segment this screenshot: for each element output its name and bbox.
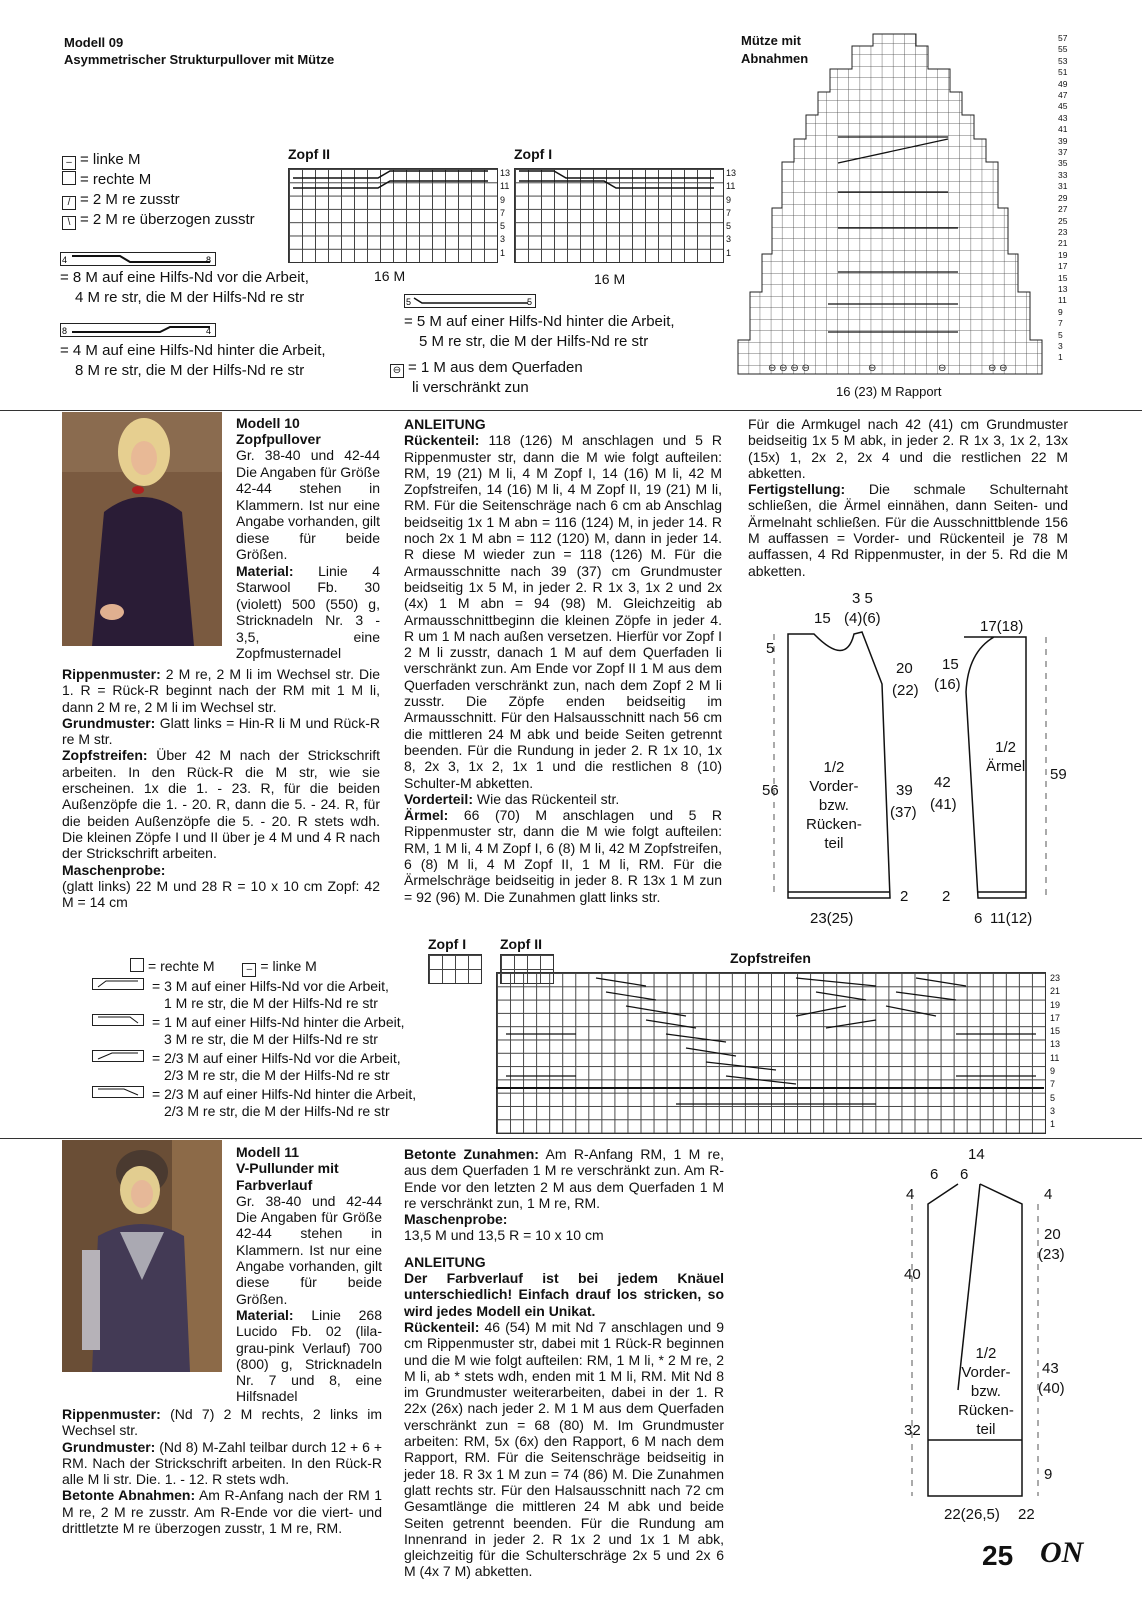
svg-text:⊖ ⊖ ⊖ ⊖: ⊖ ⊖ ⊖ ⊖ (768, 363, 810, 374)
m10-sleeve-len: 42 (934, 774, 951, 791)
m11-r43b: (40) (1038, 1380, 1065, 1397)
model11-title1: V-Pullunder mit (236, 1160, 339, 1177)
legend-row-right: = rechte M (62, 170, 255, 190)
m11-body-label: 1/2 Vorder- bzw. Rücken- teil (958, 1345, 1014, 1438)
cable23-back-symbol-icon (92, 1086, 144, 1098)
model11-label: Modell 11 (236, 1144, 300, 1160)
section-divider-1 (0, 410, 1142, 411)
svg-text:⊖ ⊖: ⊖ ⊖ (988, 363, 1008, 374)
zopf1-title: Zopf I (514, 146, 553, 162)
model10-sizes: Gr. 38-40 und 42-44 Die Angaben für Größe 42-44 stehen in Klammern. Ist nur eine Angabe vorhanden, gilt diese für beide Größen. (236, 447, 380, 563)
m10-shoulder: 5 (766, 640, 775, 657)
zopf2-title: Zopf II (288, 146, 330, 162)
model10-instructions: ANLEITUNG Rückenteil: 118 (126) M anschlagen und 5 R Rippenmuster str, dann die M wie folgt aufteilen: RM, 19 (21) M li, 4 M Zopf I, 14 (16) M li, 42 M Zopfstreifen, 14 (16) M li, 4 M Zopf II, 19 (21) M li, RM. Für die Seitenschräge nach 6 cm ab Anschlag beidseitig 1x 1 M abn = 116 (124) M, in jeder 14. R noch 2x 1 M abn = 112 (120) M, dann in jeder 14. R diese M wieder zun = 118 (126) M. Für die Armausschnitte nach 39 (37) cm Grundmuster beidseitig 1x 5 M, in jeder 2. R 1x 3, 1x 2 und 2x (4x) 1 M abn = 94 (98) M. Gleichzeitig ab Armausschnittbeginn die kleinen Zöpfe in jeder 4. R um 1 M nach außen versetzen. Hierfür vor Zopf I 2 M li zusstr, danach 1 M auf dem Querfaden li verschränkt zun. Am Ende vor Zopf II 1 M aus dem Querfaden verschränkt zun, nach dem Zopf 2 M li zusstr. Die Zöpfe enden beidseitig im Armausschnitt. Für den Halsausschnitt nach 56 cm die mittleren 24 M abk und beide Seiten getrennt beenden. Für die Rundung in jeder 2. R 1x 10, 1x 8, 2x 3, 1x 2, 1x 1 und die restlichen 8 (10) Schulter-M abketten. Vorderteil: Wie das Rückenteil str. Ärmel: 66 (70) M anschlagen und 5 R Rippenmuster str, dann die M wie folgt aufteilen: RM, 1 M li, 4 M Zopf I, 6 (8) M li, 42 M Zopfstreifen, 6 (8) M li, 4 M Zopf II, 1 M li, RM. Für die Ärmelschräge beidseitig in jeder 8. R 13x 1 M zun = 92 (96) M. Die Zunahmen glatt links str. (404, 416, 723, 905)
m10-sleeve-len2: (41) (930, 796, 957, 813)
model10-intro: Modell 10 Zopfpullover Gr. 38-40 und 42-44 Die Angaben für Größe 42-44 stehen in Klammern. Ist nur eine Angabe vorhanden, gilt diese für beide Größen. Material: Linie 4 Starwool Fb. 30 (violett) 500 (550) g, Stricknadeln Nr. 3 - 3,5, eine Zopfmusternadel (236, 415, 380, 662)
model11-sizes: Gr. 38-40 und 42-44 Die Angaben für Größe 42-44 stehen in Klammern. Ist nur eine Angabe vorhanden, gilt diese für beide Größen. (236, 1192, 382, 1307)
m11-r43: 43 (1042, 1360, 1059, 1377)
m10-side2: (37) (890, 804, 917, 821)
m10-side: 39 (896, 782, 913, 799)
m10-neck: 3 5 (852, 590, 873, 607)
m10-arm-h: 20 (896, 660, 913, 677)
model10-photo (62, 412, 222, 646)
small-zopf1-chart (428, 954, 482, 984)
m10-sleeve-cap2: (16) (934, 676, 961, 693)
hat-rapport: 16 (23) M Rapport (836, 384, 942, 399)
zopfstreifen-row-numbers: 23 21 19 17 15 13 11 9 7 5 3 1 (1050, 973, 1061, 1130)
svg-text:8: 8 (62, 326, 68, 336)
m10-sleeve-width-a: 6 (974, 910, 983, 927)
m10-top-left: 15 (814, 610, 831, 627)
model10-schematic (754, 592, 1084, 932)
symbol-legend (62, 150, 255, 230)
cable1-back-symbol-icon (92, 1014, 144, 1026)
m10-rib: 2 (900, 888, 909, 905)
legend2-right: = rechte M – = linke M (130, 956, 317, 977)
model11-intro: Modell 11 V-Pullunder mit Farbverlauf Gr. 38-40 und 42-44 Die Angaben für Größe 42-44 stehen in Klammern. Ist nur eine Angabe vorhanden, gilt diese für beide Größen. Material: Linie 268 Lucido Fb. 02 (lila-grau-pink Verlauf) 700 (800) g, Stricknadeln Nr. 7 und 8, eine Hilfsnadel (236, 1144, 383, 1405)
zopf1-row-numbers: 13 11 9 7 5 3 1 (726, 168, 737, 258)
model11-patterns: Rippenmuster: (Nd 7) 2 M rechts, 2 links im Wechsel str. Grundmuster: (Nd 8) M-Zahl teilbar durch 12 + 6 + RM. Nach der Strickschrift arbeiten. In den Rück-R alle M li str. Die. 1. - 12. R stets wdh. Betonte Abnahmen: Am R-Anfang nach der RM 1 M re, 2 M re zusstr. Am R-Ende vor die viert- und drittletzte M re überzogen zusstr, 1 M re, RM. (62, 1406, 383, 1537)
svg-text:5: 5 (527, 297, 533, 307)
m11-w2: 22 (1018, 1506, 1035, 1523)
svg-text:5: 5 (406, 297, 412, 307)
cable5-symbol-icon (404, 294, 536, 308)
zopf2-cable-lines (288, 168, 496, 198)
cable8-legend-text: = 8 M auf eine Hilfs-Nd vor die Arbeit, 4 M re str, die M der Hilfs-Nd re str (60, 269, 309, 306)
m11-width: 22(26,5) (944, 1506, 1000, 1523)
model10-label: Modell 10 (236, 415, 300, 431)
model10-material: Linie 4 Starwool Fb. 30 (violett) 500 (550) g, Stricknadeln Nr. 3 - 3,5, eine Zopfmusternadel (236, 562, 380, 662)
zopfstreifen-cable-lines (496, 972, 1044, 1132)
model10-finishing: Für die Armkugel nach 42 (41) cm Grundmuster beidseitig 1x 5 M abk, in jeder 2. R 1x 3, 1x 2, 13x (15x) 1, 2x 2, 2x 4 und die restlichen 22 M abketten. Fertigstellung: Die schmale Schulternaht schließen, die Ärmel einnähen, dann Seiten- und Ärmelnaht schließen. Für die Ausschnittblende 156 M auffassen = Vorder- und Rückenteil je 78 M auffassen, 4 Rd Rippenmuster, in der 5. Rd die M abketten. (748, 416, 1068, 579)
m11-left40: 40 (904, 1266, 921, 1283)
m11-top: 14 (968, 1146, 985, 1163)
cable5-legend-text: = 5 M auf einer Hilfs-Nd hinter die Arbeit, 5 M re str, die M der Hilfs-Nd re str (404, 313, 675, 350)
m11-six1: 6 (930, 1166, 939, 1183)
page-number: 25 (982, 1540, 1014, 1571)
zopf1-cable-lines (514, 168, 722, 198)
publisher-logo: ON (1040, 1536, 1084, 1569)
svg-text:⊖: ⊖ (938, 363, 947, 374)
m10-sleeve-total: 59 (1050, 766, 1067, 783)
section-divider-2 (0, 1138, 1142, 1139)
svg-text:8: 8 (206, 255, 212, 265)
knit-symbol-icon (130, 958, 144, 972)
purl-symbol-icon: – (62, 156, 76, 170)
m11-v1: 20 (1044, 1226, 1061, 1243)
model11-schematic (904, 1160, 1074, 1500)
svg-text:4: 4 (206, 326, 212, 336)
cable23-front-symbol-icon (92, 1050, 144, 1062)
m11-nine: 9 (1044, 1466, 1053, 1483)
m10-arm-h2: (22) (892, 682, 919, 699)
m10-sleeve-width-b: 11(12) (990, 910, 1033, 927)
m10-total: 56 (762, 782, 779, 799)
zopf2-width-label: 16 M (374, 268, 406, 284)
knit-symbol-icon (62, 171, 76, 185)
hat-title-line1: Mütze mit (741, 33, 801, 48)
zopf1-width-label: 16 M (594, 271, 626, 287)
m10-width: 23(25) (810, 910, 854, 927)
legend-row-k2tog: / = 2 M re zusstr (62, 190, 255, 210)
model10-patterns: Rippenmuster: 2 M re, 2 M li im Wechsel str. Die 1. R = Rück-R beginnt nach der RM mit 1 M li, dann 2 M re, 2 M li im Wechsel str. Grundmuster: Glatt links = Hin-R li M und Rück-R re M str. Zopfstreifen: Über 42 M nach der Strickschrift arbeiten. In den Rück-R die M str, wie sie erscheinen. 1x die 1. - 23. R, für die beiden Außenzöpfe die 1. - 20. R, dann die 5. - 24. R, für die beiden Außenzöpfe die 5. - 20. R stets wdh. Die kleinen Zöpfe I und II über je 4 M und 4 R nach der Strickschrift arbeiten. Maschenprobe: (glatt links) 22 M und 28 R = 10 x 10 cm Zopf: 42 M = 14 cm (62, 666, 381, 911)
model10-title: Zopfpullover (236, 430, 321, 447)
zopf2-row-numbers: 13 11 9 7 5 3 1 (500, 168, 511, 258)
m10-body-label: 1/2 Vorder- bzw. Rücken- teil (806, 759, 862, 852)
legend2-zopf1-title: Zopf I (428, 936, 467, 952)
svg-text:4: 4 (62, 255, 68, 265)
model09-title: Asymmetrischer Strukturpullover mit Mütze (64, 52, 335, 67)
m11-four-right: 4 (1044, 1186, 1053, 1203)
purl-twist-symbol-icon: ⊖ (390, 364, 404, 378)
m10-sleeve-label: 1/2 Ärmel (986, 739, 1026, 775)
m11-six2: 6 (960, 1166, 969, 1183)
cable8-symbol-icon (60, 252, 216, 266)
model10-anleitung-title: ANLEITUNG (404, 416, 486, 432)
legend-row-ssk: \ = 2 M re überzogen zusstr (62, 210, 255, 230)
hat-row-numbers: 57 55 53 51 49 47 45 43 41 39 37 35 33 31 29 27 25 23 21 19 17 15 13 11 9 7 5 3 1 (1058, 33, 1068, 363)
hat-chart (738, 32, 1050, 384)
legend2-zopf2-title: Zopf II (500, 936, 542, 952)
model11-photo (62, 1140, 222, 1372)
hat-title-line2: Abnahmen (741, 51, 809, 66)
m10-sleeve-top: 17(18) (980, 618, 1024, 635)
m10-sleeve-rib: 2 (942, 888, 951, 905)
ssk-symbol-icon: \ (62, 216, 76, 230)
model11-title2: Farbverlauf (236, 1176, 313, 1193)
purl-symbol-icon: – (242, 963, 256, 977)
svg-text:⊖: ⊖ (868, 363, 877, 374)
m11-four-left: 4 (906, 1186, 915, 1203)
m11-v2: (23) (1038, 1246, 1065, 1263)
model09-label: Modell 09 (64, 35, 124, 50)
cable4-legend-text: = 4 M auf eine Hilfs-Nd hinter die Arbeit, 8 M re str, die M der Hilfs-Nd re str (60, 342, 326, 379)
legend-row-left: – = linke M (62, 150, 255, 170)
m11-left32: 32 (904, 1422, 921, 1439)
zopfstreifen-title: Zopfstreifen (730, 950, 811, 966)
twist-legend: ⊖ = 1 M aus dem Querfaden li verschränkt zun (390, 358, 583, 398)
k2tog-symbol-icon: / (62, 196, 76, 210)
model11-col2: Betonte Zunahmen: Am R-Anfang RM, 1 M re, aus dem Querfaden 1 M re verschränkt zun. Am R-Ende vor den letzten 2 M aus dem Querfaden 1 M re verschränkt zun, 1 M re, RM. Maschenprobe: 13,5 M und 13,5 R = 10 x 10 cm ANLEITUNG Der Farbverlauf ist bei jedem Knäuel unterschiedlich! Einfach drauf los stricken, so wird jedes Modell ein Unikat. Rückenteil: 46 (54) M mit Nd 7 anschlagen und 9 cm Rippenmuster str, dabei mit 1 Rück-R beginnen und die M wie folgt aufteilen: RM, 1 M li, * 2 M re, 2 M li, ab * stets wdh, enden mit 1 M li, RM. Mit Nd 8 im Grundmuster weiterarbeiten, dabei in der 1. R 22x (26x) nach jeder 2. M 1 M aus dem Querfaden verschränkt zun = 68 (80) M. Im Grundmuster arbeiten: RM, 5x (6x) den Rapport, 6 M nach dem Rapport, RM. Für die Seitenschräge beidseitig in jeder 18. R 3x 1 M zun = 74 (86) M. Die Zunahmen glatt rechts str. Für den Halsausschnitt nach 72 cm Gesamtlänge die mittleren 24 M abk und beide Seiten getrennt beenden. Für die Rundung am Innenrand in jeder 2. R 1x 2 und 1x 1 M abk, gleichzeitig für die Schulterschräge 2x 5 und 2x 6 M (4x 7 M) abketten. (404, 1146, 725, 1580)
legend2-cables: = 3 M auf einer Hilfs-Nd vor die Arbeit, 1 M re str, die M der Hilfs-Nd re str = 1 M auf einer Hilfs-Nd hinter die Arbeit, 3 M re str, die M der Hilfs-Nd re str = 2/3 M auf einer Hilfs-Nd vor die Arbeit, 2/3 M re str, die M der Hilfs-Nd re str = 2/3 M auf einer Hilfs-Nd hinter die Arbeit, 2/3 M re str, die M der Hilfs-Nd re str (92, 978, 416, 1120)
model11-material: Linie 268 Lucido Fb. 02 (lila-grau-pink Verlauf) 700 (800) g, Stricknadeln Nr. 7 und 8, eine Hilfsnadel (236, 1306, 383, 1405)
cable4-symbol-icon (60, 323, 216, 337)
m10-neck2: (4)(6) (844, 610, 881, 627)
cable3-front-symbol-icon (92, 978, 144, 990)
m10-sleeve-cap: 15 (942, 656, 959, 673)
